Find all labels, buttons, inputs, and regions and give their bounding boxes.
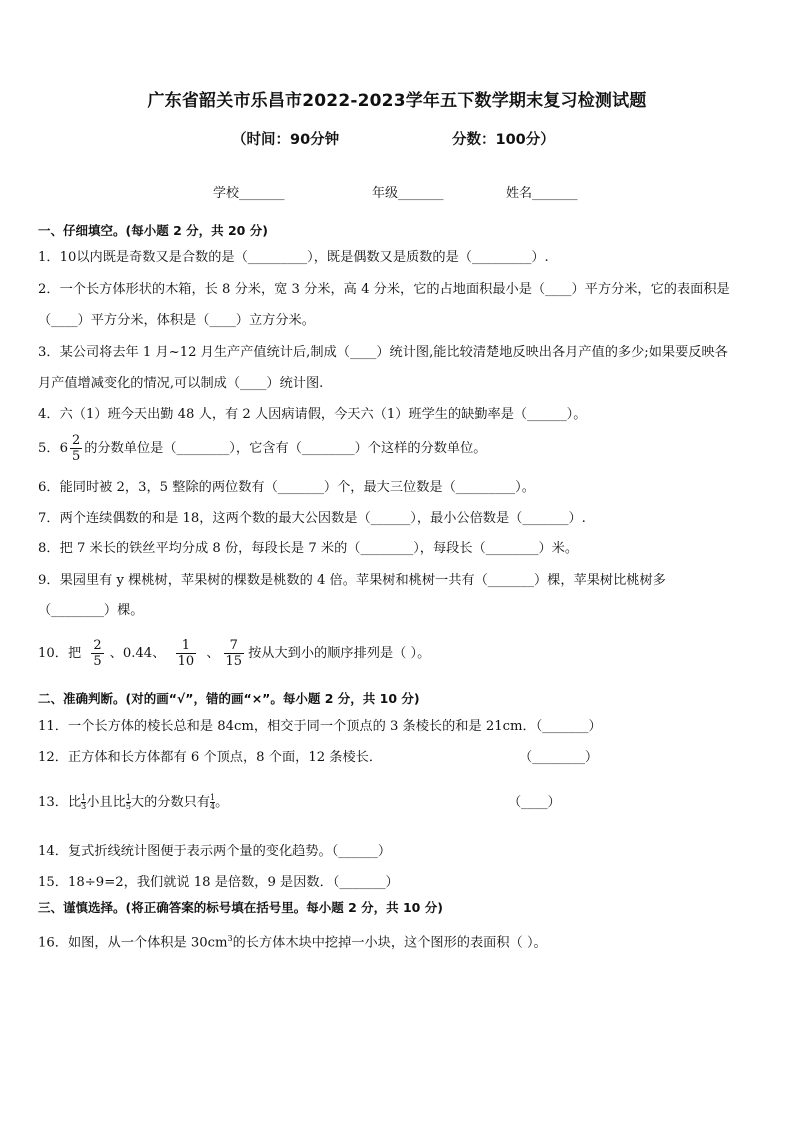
q16-part-b: 的长方体木块中挖掉一小块，这个图形的表面积（ ）。: [232, 935, 547, 951]
q13-frac1-num: 1: [81, 793, 87, 802]
q5-whole: 6: [59, 440, 68, 456]
section-heading-2: 二、准确判断。(对的画“√”，错的画“×”。每小题 2 分，共 10 分): [38, 691, 420, 706]
question-14: 14．复式折线统计图便于表示两个量的变化趋势。（______）: [38, 844, 392, 859]
exam-score: 分数：100分）: [452, 132, 555, 148]
q10-frac2-num: 1: [176, 638, 197, 654]
question-6: 6．能同时被 2，3，5 整除的两位数有（_______）个，最大三位数是（_________）。: [38, 480, 535, 495]
q5-denominator: 5: [71, 449, 81, 464]
question-4: 4．六（1）班今天出勤 48 人，有 2 人因病请假，今天六（1）班学生的缺勤率是（______）。: [38, 407, 587, 422]
question-16: [38, 930, 547, 952]
q5-numerator: 2: [71, 433, 81, 448]
name-field[interactable]: 姓名_______: [506, 186, 578, 201]
q5-prefix: 5．: [38, 441, 60, 456]
section-heading-1: 一、仔细填空。(每小题 2 分，共 20 分): [38, 223, 268, 238]
question-9-line-2: （________）棵。: [38, 603, 144, 618]
question-13: [38, 794, 228, 812]
question-12-answer[interactable]: （________）: [519, 750, 599, 765]
q13-frac2-den: 5: [125, 802, 131, 811]
question-7: 7．两个连续偶数的和是 18，这两个数的最大公因数是（______），最小公倍数是（_______）.: [38, 511, 586, 526]
question-5: [38, 433, 486, 464]
q10-rest: 按从大到小的顺序排列是（ ）。: [248, 646, 431, 661]
question-15: 15．18÷9=2，我们就说 18 是倍数，9 是因数．（_______）: [38, 875, 399, 890]
question-12: 12．正方体和长方体都有 6 个顶点，8 个面，12 条棱长．: [38, 750, 383, 765]
q13-part-c: 大的分数只有: [130, 795, 211, 810]
q10-middle: 、0.44、: [109, 646, 166, 661]
q10-separator: 、: [206, 646, 220, 661]
q10-frac1-den: 5: [93, 654, 102, 669]
q13-part-b: 小且比: [86, 795, 126, 810]
q13-part-a: 13．比: [38, 795, 82, 810]
question-8: 8．把 7 米长的铁丝平均分成 8 份，每段长是 7 米的（________），每段长（________）米。: [38, 541, 579, 556]
page-title: 广东省韶关市乐昌市2022-2023学年五下数学期末复习检测试题: [147, 91, 647, 111]
q10-frac3-den: 15: [225, 654, 243, 669]
q10-prefix: 10．把: [38, 646, 82, 661]
q16-superscript: 3: [227, 934, 233, 943]
question-1: 1．10以内既是奇数又是合数的是（_________），既是偶数又是质数的是（_________）.: [38, 250, 549, 265]
q10-frac2-den: 10: [177, 654, 195, 669]
school-field[interactable]: 学校_______: [213, 186, 285, 201]
q13-frac3-den: 4: [210, 802, 216, 811]
q5-rest: 的分数单位是（________），它含有（________）个这样的分数单位。: [84, 441, 487, 456]
q13-part-d: 。: [215, 795, 229, 810]
question-13-answer[interactable]: （____）: [508, 795, 561, 810]
q5-mixed-number: [60, 433, 85, 464]
question-9-line-1: 9．果园里有 y 棵桃树，苹果树的棵数是桃数的 4 倍。苹果树和桃树一共有（_______）棵，苹果树比桃树多: [38, 573, 666, 588]
question-11: 11．一个长方体的棱长总和是 84cm，相交于同一个顶点的 3 条棱长的和是 21cm．（_______）: [38, 719, 602, 734]
q10-frac3-num: 7: [224, 638, 245, 654]
grade-field[interactable]: 年级_______: [372, 186, 444, 201]
q16-part-a: 16．如图，从一个体积是 30cm: [38, 935, 228, 951]
q13-frac1-den: 3: [81, 802, 87, 811]
question-3-line-2: 月产值增减变化的情况,可以制成（____）统计图.: [38, 376, 324, 391]
section-heading-3: 三、谨慎选择。(将正确答案的标号填在括号里。每小题 2 分，共 10 分): [38, 900, 443, 915]
question-2-line-1: 2．一个长方体形状的木箱，长 8 分米，宽 3 分米，高 4 分米，它的占地面积最小是（____）平方分米，它的表面积是: [38, 282, 730, 297]
q10-frac1-num: 2: [93, 638, 102, 653]
exam-time: （时间：90分钟: [232, 132, 340, 148]
q13-frac3-num: 1: [210, 793, 216, 802]
question-10: [38, 638, 430, 669]
question-3-line-1: 3．某公司将去年 1 月~12 月生产产值统计后,制成（____）统计图,能比较清楚地反映出各月产值的多少;如果要反映各: [38, 345, 728, 360]
question-2-line-2: （____）平方分米，体积是（____）立方分米。: [38, 313, 315, 328]
q13-frac2-num: 1: [125, 793, 131, 802]
